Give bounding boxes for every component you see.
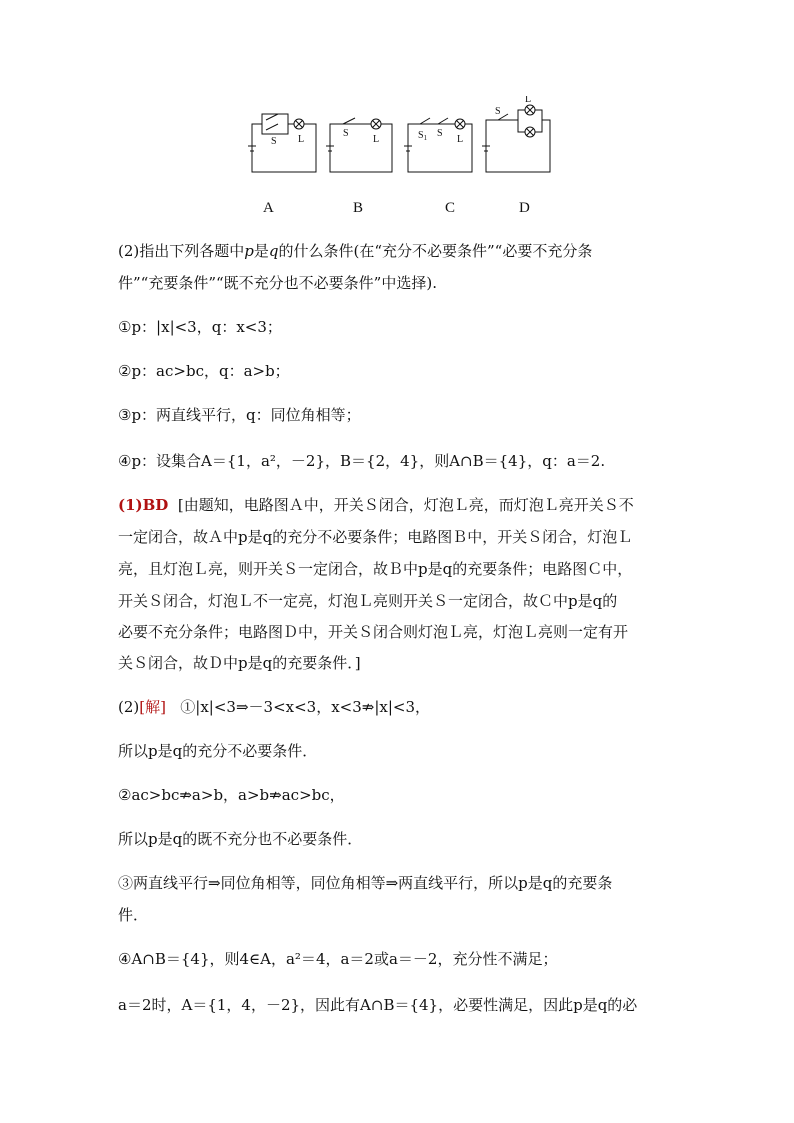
answer2-line-1: (2)[解] ①|x|<3⇒－3<x<3，x<3⇏|x|<3， (118, 698, 431, 716)
q2-item-4: ④p：设集合A＝{1，a²，－2}，B＝{2，4}，则A∩B＝{4}，q：a＝2. (118, 452, 606, 470)
label-s1-c: $S_1$ (418, 130, 428, 142)
label-l-c: L (457, 134, 464, 145)
circuit-a (248, 114, 316, 172)
label-l-b: L (373, 134, 380, 145)
answer1-line-4: 开关Ｓ闭合，灯泡Ｌ不一定亮，灯泡Ｌ亮则开关Ｓ一定闭合，故Ｃ中p是q的 (118, 592, 618, 610)
answer2-line-3: ②ac>bc⇏a>b，a>b⇏ac>bc， (118, 786, 345, 804)
circuit-d (482, 105, 550, 172)
answer1-line-5: 必要不充分条件；电路图Ｄ中，开关Ｓ闭合则灯泡Ｌ亮，灯泡Ｌ亮则一定有开 (118, 623, 629, 641)
circuit-c (404, 118, 472, 172)
answer1-label: (1)BD (118, 496, 169, 514)
q2-item-1: ①p：|x|<3，q：x<3； (118, 318, 282, 336)
answer1-line-1: (1)BD [由题知，电路图Ａ中，开关Ｓ闭合，灯泡Ｌ亮，而灯泡Ｌ亮开关Ｓ不 (118, 496, 634, 514)
circuit-diagrams (240, 96, 560, 186)
answer2-line-7: ④A∩B＝{4}，则4∈A，a²＝4，a＝2或a＝－2，充分性不满足； (118, 950, 558, 968)
label-s-b: S (343, 128, 349, 139)
q2-intro-line2: 件”“充要条件”“既不充分也不必要条件”中选择). (118, 274, 437, 292)
answer2-line-6: 件． (118, 906, 149, 924)
answer2-line-4: 所以p是q的既不充分也不必要条件． (118, 830, 363, 848)
label-s-c: S (437, 128, 443, 139)
caption-c: C (445, 200, 456, 216)
answer1-line-2: 一定闭合，故Ａ中p是q的充分不必要条件；电路图Ｂ中，开关Ｓ闭合，灯泡Ｌ (118, 528, 633, 546)
q2-item-3: ③p：两直线平行，q：同位角相等； (118, 406, 361, 424)
label-s-a: S (271, 136, 277, 147)
label-l-d: L (525, 96, 532, 105)
label-s-d: S (495, 106, 501, 117)
q2-item-2: ②p：ac>bc，q：a>b； (118, 362, 290, 380)
label-l-a: L (298, 134, 305, 145)
answer1-line-3: 亮，且灯泡Ｌ亮，则开关Ｓ一定闭合，故Ｂ中p是q的充要条件；电路图Ｃ中， (118, 560, 633, 578)
answer2-line-2: 所以p是q的充分不必要条件． (118, 742, 318, 760)
answer2-line-8: a＝2时，A＝{1，4，－2}，因此有A∩B＝{4}，必要性满足，因此p是q的必 (118, 996, 638, 1014)
q2-intro: (2)指出下列各题中p是q的什么条件(在“充分不必要条件”“必要不充分条 (118, 242, 593, 260)
solution-marker: [解] (139, 698, 166, 716)
answer2-line-5: ③两直线平行⇒同位角相等，同位角相等⇒两直线平行，所以p是q的充要条 (118, 874, 613, 892)
caption-a: A (263, 200, 274, 216)
caption-b: B (353, 200, 364, 216)
answer1-line-6: 关Ｓ闭合，故Ｄ中p是q的充要条件．] (118, 654, 361, 672)
caption-d: D (519, 200, 530, 216)
circuit-b (326, 118, 392, 172)
